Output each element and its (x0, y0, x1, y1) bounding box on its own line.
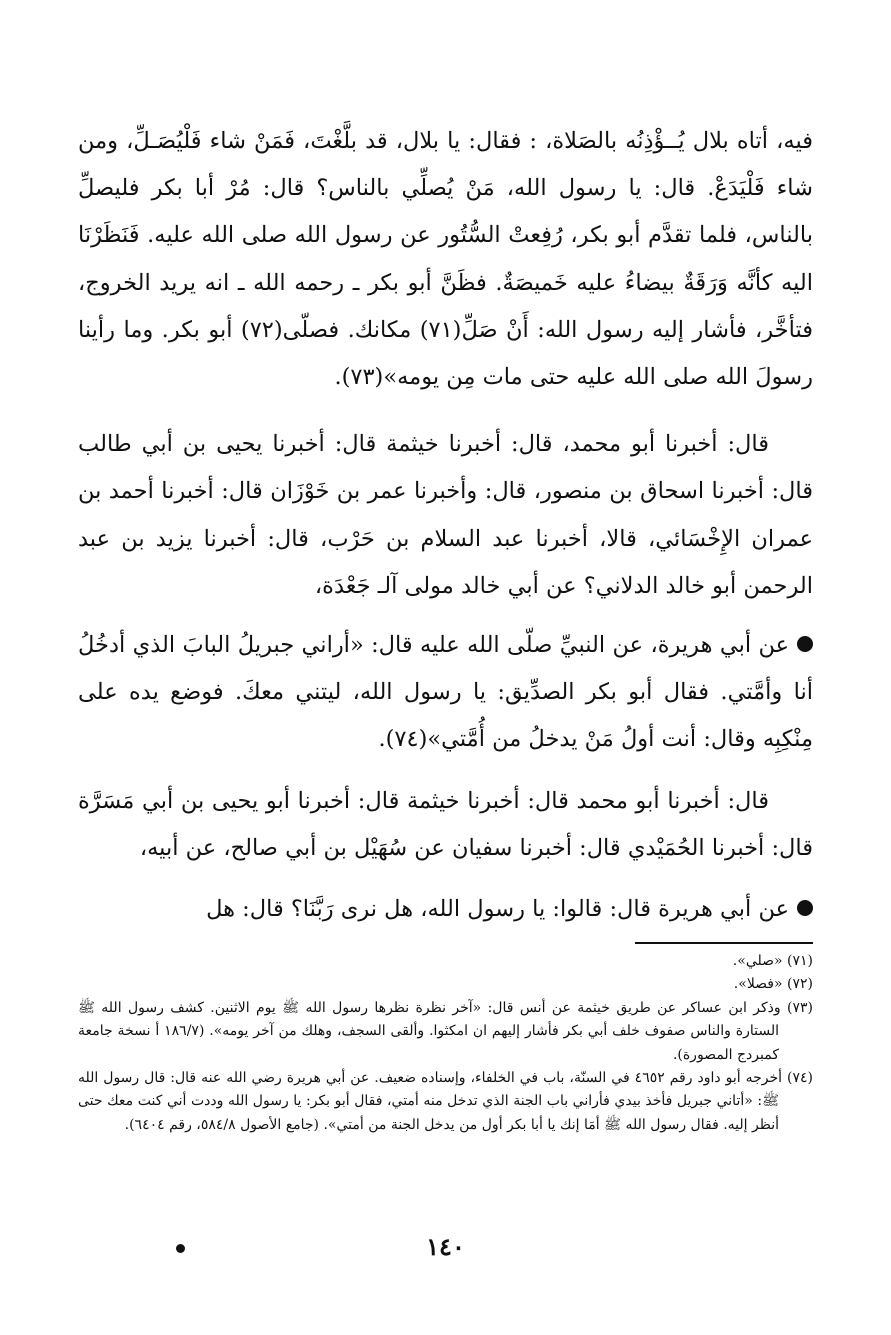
main-text (78, 118, 813, 933)
footnote-73: (٧٣) وذكر ابن عساكر عن طريق خيثمة عن أنس قال: «آخر نظرة نظرها رسول الله ﷺ يوم الاثنين. كشف رسول الله ﷺ الستارة والناس صفوف خلف أبي بكر فأشار إليهم ان امكثوا. وألقى السجف، وهلك من آخر يومه». (١٨٦/٧ أ نسخة جامعة كمبردج المصورة). (78, 999, 813, 1063)
paragraph-hadith-1 (78, 622, 813, 764)
page-dot-ornament (176, 1244, 185, 1253)
hadith-2-text: عن أبي هريرة قال: قالوا: يا رسول الله، هل نرى رَبَّنَا؟ قال: هل (206, 896, 789, 923)
hadith-1-text: عن أبي هريرة، عن النبيِّ صلّى الله عليه قال: «أراني جبريلُ البابَ الذي أدخُلُ أنا وأمَّتي. فقال أبو بكر الصدِّيق: يا رسول الله، ليتني معكَ. فوضع يده على مِنْكِبِه وقال: أنت أولُ مَنْ يدخلُ من أُمَّتي»(٧٤). (78, 632, 813, 753)
paragraph-isnad-2: قال: أخبرنا أبو محمد قال: أخبرنا خيثمة قال: أخبرنا أبو يحيى بن أبي مَسَرَّة قال: أخبرنا الحُمَيْدي قال: أخبرنا سفيان عن سُهَيْل بن أبي صالح، عن أبيه، (78, 787, 813, 861)
bullet-icon (797, 900, 813, 916)
bullet-icon (797, 636, 813, 652)
footnote-74: (٧٤) أخرجه أبو داود رقم ٤٦٥٢ في السنّة، باب في الخلفاء، وإسناده ضعيف. عن أبي هريرة رضي الله عنه قال: قال رسول الله ﷺ: «أتاني جبريل فأخذ بيدي فأراني باب الجنة الذي تدخل منه أمتي، فقال أبو بكر: يا رسول الله وددت أني كنت معك حتى أنظر إليه. فقال رسول الله ﷺ أمَا إنك يا أبا بكر أول من يدخل الجنة من أمتي». (جامع الأصول ٥٨٤/٨، رقم ٦٤٠٤). (78, 1070, 814, 1133)
footnote-separator (635, 942, 813, 944)
footnote-71: (٧١) «صلي». (732, 953, 813, 969)
paragraph-isnad-1: قال: أخبرنا أبو محمد، قال: أخبرنا خيثمة قال: أخبرنا يحيى بن أبي طالب قال: أخبرنا اسحاق بن منصور، قال: وأخبرنا عمر بن خَوْزَان قال: أخبرنا أحمد بن عمران الإِخْسَائي، قالا، أخبرنا عبد السلام بن حَرْب، قال: أخبرنا يزيد بن عبد الرحمن أبو خالد الدلاني؟ عن أبي خالد مولى آلـ جَعْدَة، (78, 431, 813, 599)
paragraph-hadith-continuation: فيه، أتاه بلال يُــؤْذِنُه بالصَلاة، : فقال: يا بلال، قد بلَّغْتَ، فَمَنْ شاء فَلْيُصَـلِّ، ومن شاء فَلْيَدَعْ. قال: يا رسول الله، مَنْ يُصلِّي بالناس؟ قال: مُرْ أبا بكر فليصلِّ بالناس، فلما تقدَّم أبو بكر، رُفِعتْ السُّتُور عن رسول الله صلى الله عليه. فَنَظَرْنَا اليه كأنَّه وَرَقَةٌ بيضاءُ عليه خَميصَةٌ. فظَنَّ أبو بكر ـ رحمه الله ـ انه يريد الخروج، فتأخَّر، فأشار إليه رسول الله: أَنْ صَلِّ(٧١) مكانك. فصلّى(٧٢) أبو بكر. وما رأينا رسولَ الله صلى الله عليه حتى مات مِن يومه»(٧٣). (78, 128, 813, 391)
footnotes (78, 950, 813, 1137)
paragraph-hadith-2 (78, 886, 813, 933)
page-number: ١٤٠ (426, 1232, 465, 1261)
footnote-72: (٧٢) «فصلا». (733, 976, 813, 993)
